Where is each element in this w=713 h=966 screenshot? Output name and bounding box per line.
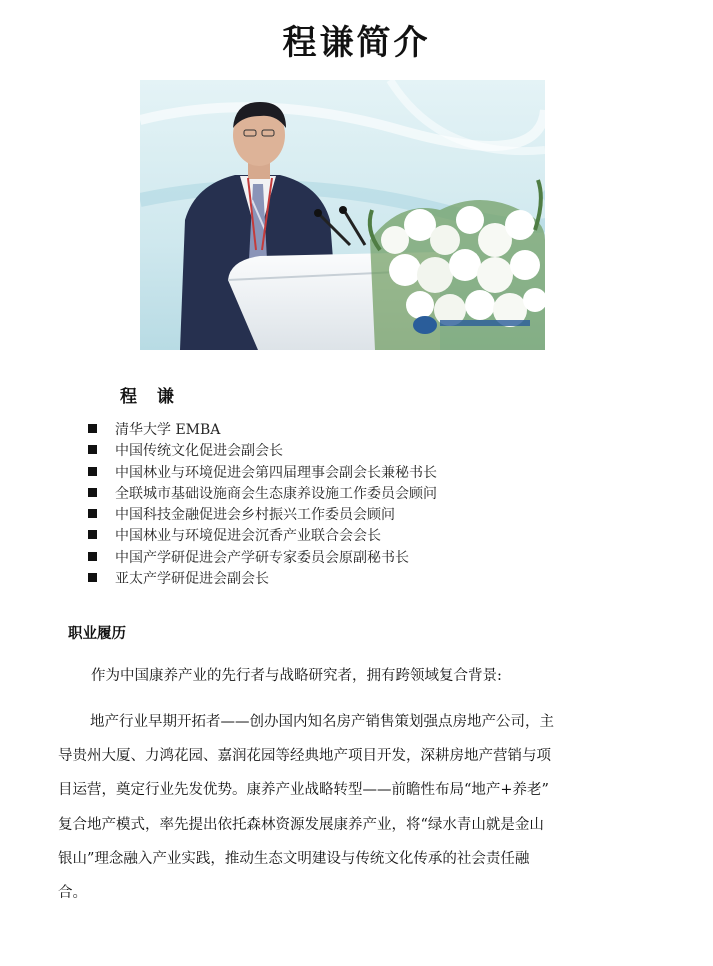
square-bullet-icon [88, 488, 97, 497]
list-item-text: 中国科技金融促进会乡村振兴工作委员会顾问 [115, 507, 395, 524]
list-item [88, 548, 437, 569]
list-item-text: 清华大学 EMBA [115, 422, 221, 438]
square-bullet-icon [88, 445, 97, 454]
list-item-text: 中国林业与环境促进会第四届理事会副会长兼秘书长 [115, 464, 437, 481]
list-item [88, 441, 437, 462]
career-intro: 作为中国康养产业的先行者与战略研究者，拥有跨领域复合背景: [91, 668, 502, 684]
square-bullet-icon [88, 467, 97, 476]
paragraph-line: 合。 [58, 884, 87, 901]
speaker-photo [140, 80, 545, 350]
paragraph-line: 银山”理念融入产业实践，推动生态文明建设与传统文化传承的社会责任融 [58, 850, 530, 867]
paragraph-line: 复合地产模式，率先提出依托森林资源发展康养产业，将“绿水青山就是金山 [58, 816, 544, 833]
square-bullet-icon [88, 509, 97, 518]
list-item [88, 505, 437, 526]
list-item [88, 526, 437, 547]
list-item [88, 484, 437, 505]
square-bullet-icon [88, 552, 97, 561]
list-item-text: 中国传统文化促进会副会长 [115, 443, 283, 460]
person-name: 程 谦 [120, 387, 181, 407]
paragraph-line: 目运营，奠定行业先发优势。康养产业战略转型——前瞻性布局“地产+养老” [58, 782, 549, 799]
title-list [88, 420, 437, 590]
list-item [88, 463, 437, 484]
square-bullet-icon [88, 424, 97, 433]
list-item-text: 中国林业与环境促进会沉香产业联合会会长 [115, 528, 381, 545]
paragraph-line: 地产行业早期开拓者——创办国内知名房产销售策划强点房地产公司，主 [90, 714, 554, 730]
list-item-text: 全联城市基础设施商会生态康养设施工作委员会顾问 [115, 485, 437, 502]
page-title: 程谦简介 [282, 23, 431, 63]
list-item [88, 420, 437, 441]
career-heading: 职业履历 [68, 626, 126, 642]
list-item-text: 中国产学研促进会产学研专家委员会原副秘书长 [115, 549, 409, 566]
paragraph-line: 导贵州大厦、力鸿花园、嘉润花园等经典地产项目开发，深耕房地产营销与项 [58, 748, 551, 765]
square-bullet-icon [88, 530, 97, 539]
list-item [88, 569, 437, 590]
square-bullet-icon [88, 573, 97, 582]
career-paragraph [58, 705, 648, 910]
list-item-text: 亚太产学研促进会副会长 [115, 571, 269, 588]
